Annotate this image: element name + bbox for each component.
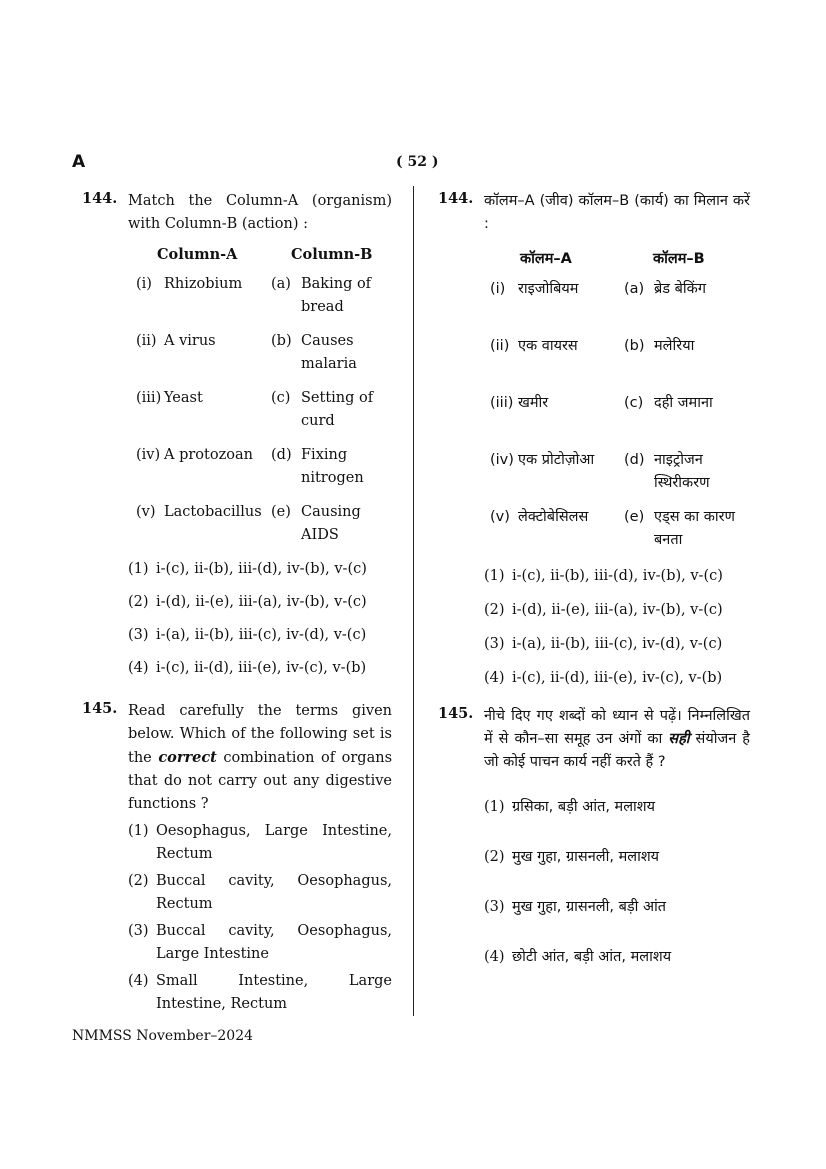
answer-option[interactable]: (3) i-(a), ii-(b), iii-(c), iv-(d), v-(c): [128, 627, 367, 643]
emphasis-word: correct: [158, 749, 217, 766]
answer-option[interactable]: (3) मुख गुहा, ग्रासनली, बड़ी आंत: [484, 899, 667, 915]
row-letter: (c): [271, 390, 291, 406]
answer-option[interactable]: (4) Small Intestine, Large Intestine, Rectum: [128, 973, 392, 1012]
question-145-en: [82, 700, 392, 1016]
question-144-hi: [438, 190, 750, 701]
match-row: [490, 392, 750, 449]
row-item-a: A virus: [164, 333, 216, 349]
row-item-a: A protozoan: [164, 447, 253, 463]
row-roman: (i): [490, 281, 506, 297]
row-item-a: Rhizobium: [164, 276, 243, 292]
row-letter: (e): [271, 504, 291, 520]
row-letter: (d): [271, 447, 292, 463]
row-item-b: नाइट्रोजन स्थिरीकरण: [654, 452, 710, 491]
options-list: [438, 796, 750, 986]
match-row: [136, 444, 392, 501]
column-divider: [413, 186, 414, 1016]
match-header: [157, 246, 392, 263]
match-header: [520, 248, 750, 268]
question-text: Read carefully the terms given below. Which of the following set is the correct combination of organs that do not carry out any digestive functions ?: [128, 703, 393, 812]
answer-option[interactable]: (1) ग्रसिका, बड़ी आंत, मलाशय: [484, 799, 656, 815]
answer-option[interactable]: (2) i-(d), ii-(e), iii-(a), iv-(b), v-(c): [484, 602, 723, 618]
answer-option[interactable]: (4) i-(c), ii-(d), iii-(e), iv-(c), v-(b): [128, 660, 367, 676]
row-item-b: Baking of bread: [301, 276, 372, 315]
match-row: [490, 278, 750, 335]
answer-option[interactable]: (4) i-(c), ii-(d), iii-(e), iv-(c), v-(b): [484, 670, 723, 686]
row-item-a: खमीर: [518, 395, 549, 411]
row-item-b: Setting of curd: [301, 390, 374, 429]
match-table: [82, 273, 392, 558]
answer-option[interactable]: (2) i-(d), ii-(e), iii-(a), iv-(b), v-(c): [128, 594, 367, 610]
question-text: Match the Column-A (organism) with Column-B (action) :: [128, 193, 392, 232]
question-145-hi: [438, 705, 750, 986]
row-item-b: मलेरिया: [654, 338, 695, 354]
options-list: [82, 558, 392, 690]
answer-option[interactable]: (1) Oesophagus, Large Intestine, Rectum: [128, 823, 392, 862]
row-roman: (i): [136, 276, 152, 292]
row-letter: (c): [624, 395, 644, 411]
row-item-b: Causing AIDS: [301, 504, 361, 543]
options-list: [82, 820, 392, 1016]
row-item-a: Lactobacillus: [164, 504, 262, 520]
match-row: [136, 387, 392, 444]
options-list: [438, 565, 750, 701]
column-b-heading: कॉलम–B: [653, 251, 705, 267]
english-column: [82, 190, 392, 1016]
row-item-b: एड्स का कारण बनता: [654, 509, 735, 548]
match-row: [490, 506, 750, 563]
row-item-a: राइजोबियम: [518, 281, 579, 297]
row-item-b: Causes malaria: [301, 333, 357, 372]
hindi-column: [438, 190, 750, 986]
column-a-heading: Column-A: [157, 246, 238, 263]
column-b-heading: Column-B: [291, 246, 373, 263]
answer-option[interactable]: (2) मुख गुहा, ग्रासनली, मलाशय: [484, 849, 660, 865]
match-row: [136, 330, 392, 387]
answer-option[interactable]: (3) i-(a), ii-(b), iii-(c), iv-(d), v-(c): [484, 636, 723, 652]
row-roman: (v): [136, 504, 156, 520]
row-item-b: Fixing nitrogen: [301, 447, 364, 486]
row-letter: (b): [624, 338, 645, 354]
row-item-a: लेक्टोबेसिलस: [518, 509, 589, 525]
answer-option[interactable]: (2) Buccal cavity, Oesophagus, Rectum: [128, 873, 392, 912]
row-item-a: Yeast: [164, 390, 203, 406]
row-roman: (v): [490, 509, 510, 525]
question-text: कॉलम–A (जीव) कॉलम–B (कार्य) का मिलान करें :: [484, 193, 750, 232]
question-number: 144.: [438, 190, 474, 207]
page-number: ( 52 ): [396, 154, 439, 170]
row-roman: (iii): [136, 390, 162, 406]
footer-exam-name: NMMSS November–2024: [72, 1028, 254, 1044]
question-number: 144.: [82, 190, 118, 207]
question-number: 145.: [438, 705, 474, 722]
row-item-a: एक वायरस: [518, 338, 578, 354]
match-row: [490, 449, 750, 506]
row-letter: (d): [624, 452, 645, 468]
set-label: A: [72, 152, 86, 172]
row-letter: (e): [624, 509, 645, 525]
row-item-a: एक प्रोटोज़ोआ: [518, 452, 595, 468]
question-144-en: [82, 190, 392, 690]
row-item-b: ब्रेड बेकिंग: [654, 281, 706, 297]
match-row: [136, 501, 392, 558]
row-letter: (a): [624, 281, 645, 297]
row-roman: (iii): [490, 395, 514, 411]
answer-option[interactable]: (1) i-(c), ii-(b), iii-(d), iv-(b), v-(c): [484, 568, 723, 584]
row-roman: (iv): [490, 452, 514, 468]
answer-option[interactable]: (3) Buccal cavity, Oesophagus, Large Intestine: [128, 923, 392, 962]
row-roman: (ii): [136, 333, 157, 349]
row-letter: (b): [271, 333, 292, 349]
row-roman: (ii): [490, 338, 510, 354]
row-item-b: दही जमाना: [654, 395, 713, 411]
answer-option[interactable]: (1) i-(c), ii-(b), iii-(d), iv-(b), v-(c): [128, 561, 367, 577]
row-letter: (a): [271, 276, 291, 292]
row-roman: (iv): [136, 447, 161, 463]
match-row: [490, 335, 750, 392]
column-a-heading: कॉलम–A: [520, 251, 572, 267]
question-text: नीचे दिए गए शब्दों को ध्यान से पढ़ें। निम्नलिखित में से कौन–सा समूह उन अंगों का सही संयोजन है जो कोई पाचन कार्य नहीं करते हैं ?: [484, 708, 751, 770]
answer-option[interactable]: (4) छोटी आंत, बड़ी आंत, मलाशय: [484, 949, 672, 965]
emphasis-word: सही: [668, 731, 690, 747]
question-number: 145.: [82, 700, 118, 717]
match-table: [438, 278, 750, 563]
match-row: [136, 273, 392, 330]
